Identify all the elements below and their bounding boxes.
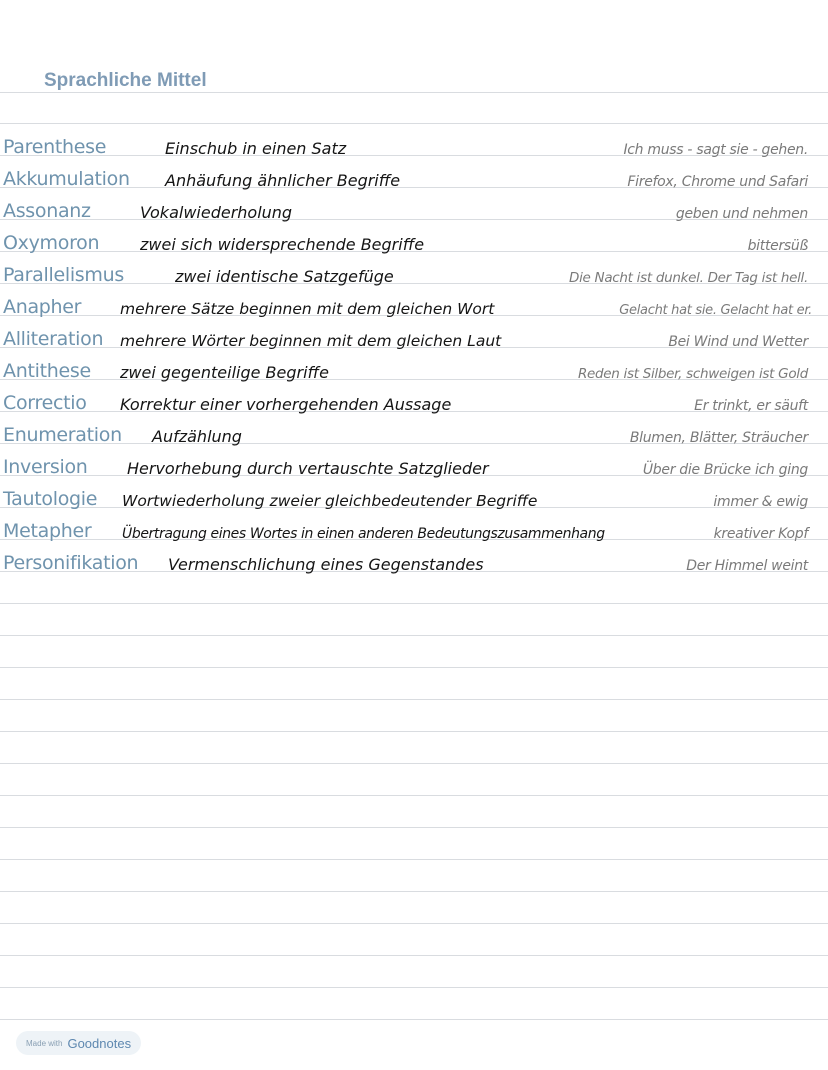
entry-definition: Vokalwiederholung [140,203,293,222]
entry-example: Er trinkt, er säuft [694,398,808,414]
ruled-line [0,827,828,828]
ruled-line [0,667,828,668]
ruled-line [0,92,828,93]
entry-definition: mehrere Sätze beginnen mit dem gleichen Wort [120,300,495,318]
entry-definition: Anhäufung ähnlicher Begriffe [165,171,401,190]
entry-definition: zwei sich widersprechende Begriffe [140,235,425,254]
entry-row [0,290,828,322]
entry-definition: Korrektur einer vorhergehenden Aussage [120,395,452,414]
entry-term: Correctio [3,392,87,414]
entry-term: Parallelismus [3,264,124,286]
entry-row [0,418,828,450]
entry-row [0,194,828,226]
entry-example: Bei Wind und Wetter [668,334,808,350]
entry-definition: Wortwiederholung zweier gleichbedeutender Begriffe [122,492,538,510]
entry-example: bittersüß [747,238,808,254]
entry-definition: zwei identische Satzgefüge [175,267,394,286]
goodnotes-badge[interactable] [16,1031,141,1055]
entry-example: Der Himmel weint [686,558,808,574]
entry-row [0,514,828,546]
entry-row [0,322,828,354]
ruled-line [0,1019,828,1020]
entry-term: Alliteration [3,328,104,350]
entry-term: Parenthese [3,136,107,158]
entry-example: immer & ewig [713,494,808,510]
entry-row [0,482,828,514]
entry-term: Metapher [3,520,92,542]
entry-definition: Vermenschlichung eines Gegenstandes [168,555,484,574]
entry-definition: Hervorhebung durch vertauschte Satzglieder [127,459,489,478]
entry-example: geben und nehmen [675,206,808,222]
entry-definition: Aufzählung [152,427,242,446]
entry-definition: Übertragung eines Wortes in einen anderen Bedeutungszusammenhang [122,526,605,542]
entry-term: Antithese [3,360,91,382]
entry-term: Anapher [3,296,82,318]
entry-definition: Einschub in einen Satz [165,139,347,158]
page-title: Sprachliche Mittel [44,70,207,91]
badge-brand: Goodnotes [67,1035,132,1051]
entry-term: Personifikation [3,552,139,574]
entry-example: Reden ist Silber, schweigen ist Gold [577,366,808,382]
entry-definition: mehrere Wörter beginnen mit dem gleichen Laut [120,332,502,350]
entry-example: Die Nacht ist dunkel. Der Tag ist hell. [568,270,808,286]
entry-example: Blumen, Blätter, Sträucher [629,430,808,446]
entry-term: Akkumulation [3,168,130,190]
ruled-line [0,891,828,892]
entry-term: Inversion [3,456,88,478]
ruled-line [0,795,828,796]
ruled-line [0,731,828,732]
ruled-line [0,763,828,764]
entry-list [0,130,828,578]
ruled-line [0,955,828,956]
entry-row [0,130,828,162]
ruled-line [0,635,828,636]
entry-row [0,386,828,418]
ruled-line [0,603,828,604]
entry-row [0,450,828,482]
entry-example: Firefox, Chrome und Safari [627,174,808,190]
entry-definition: zwei gegenteilige Begriffe [120,363,329,382]
ruled-line [0,923,828,924]
ruled-line [0,859,828,860]
entry-example: Gelacht hat sie. Gelacht hat er. [619,303,812,318]
entry-example: Über die Brücke ich ging [642,462,808,478]
ruled-line [0,123,828,124]
entry-row [0,354,828,386]
entry-term: Enumeration [3,424,122,446]
entry-row [0,162,828,194]
ruled-line [0,987,828,988]
entry-row [0,258,828,290]
entry-example: Ich muss - sagt sie - gehen. [623,142,808,158]
entry-row [0,226,828,258]
entry-term: Assonanz [3,200,91,222]
ruled-line [0,699,828,700]
entry-term: Tautologie [3,488,98,510]
entry-row [0,546,828,578]
entry-term: Oxymoron [3,232,100,254]
entry-example: kreativer Kopf [713,526,808,542]
badge-made-with: Made with [26,1038,63,1048]
